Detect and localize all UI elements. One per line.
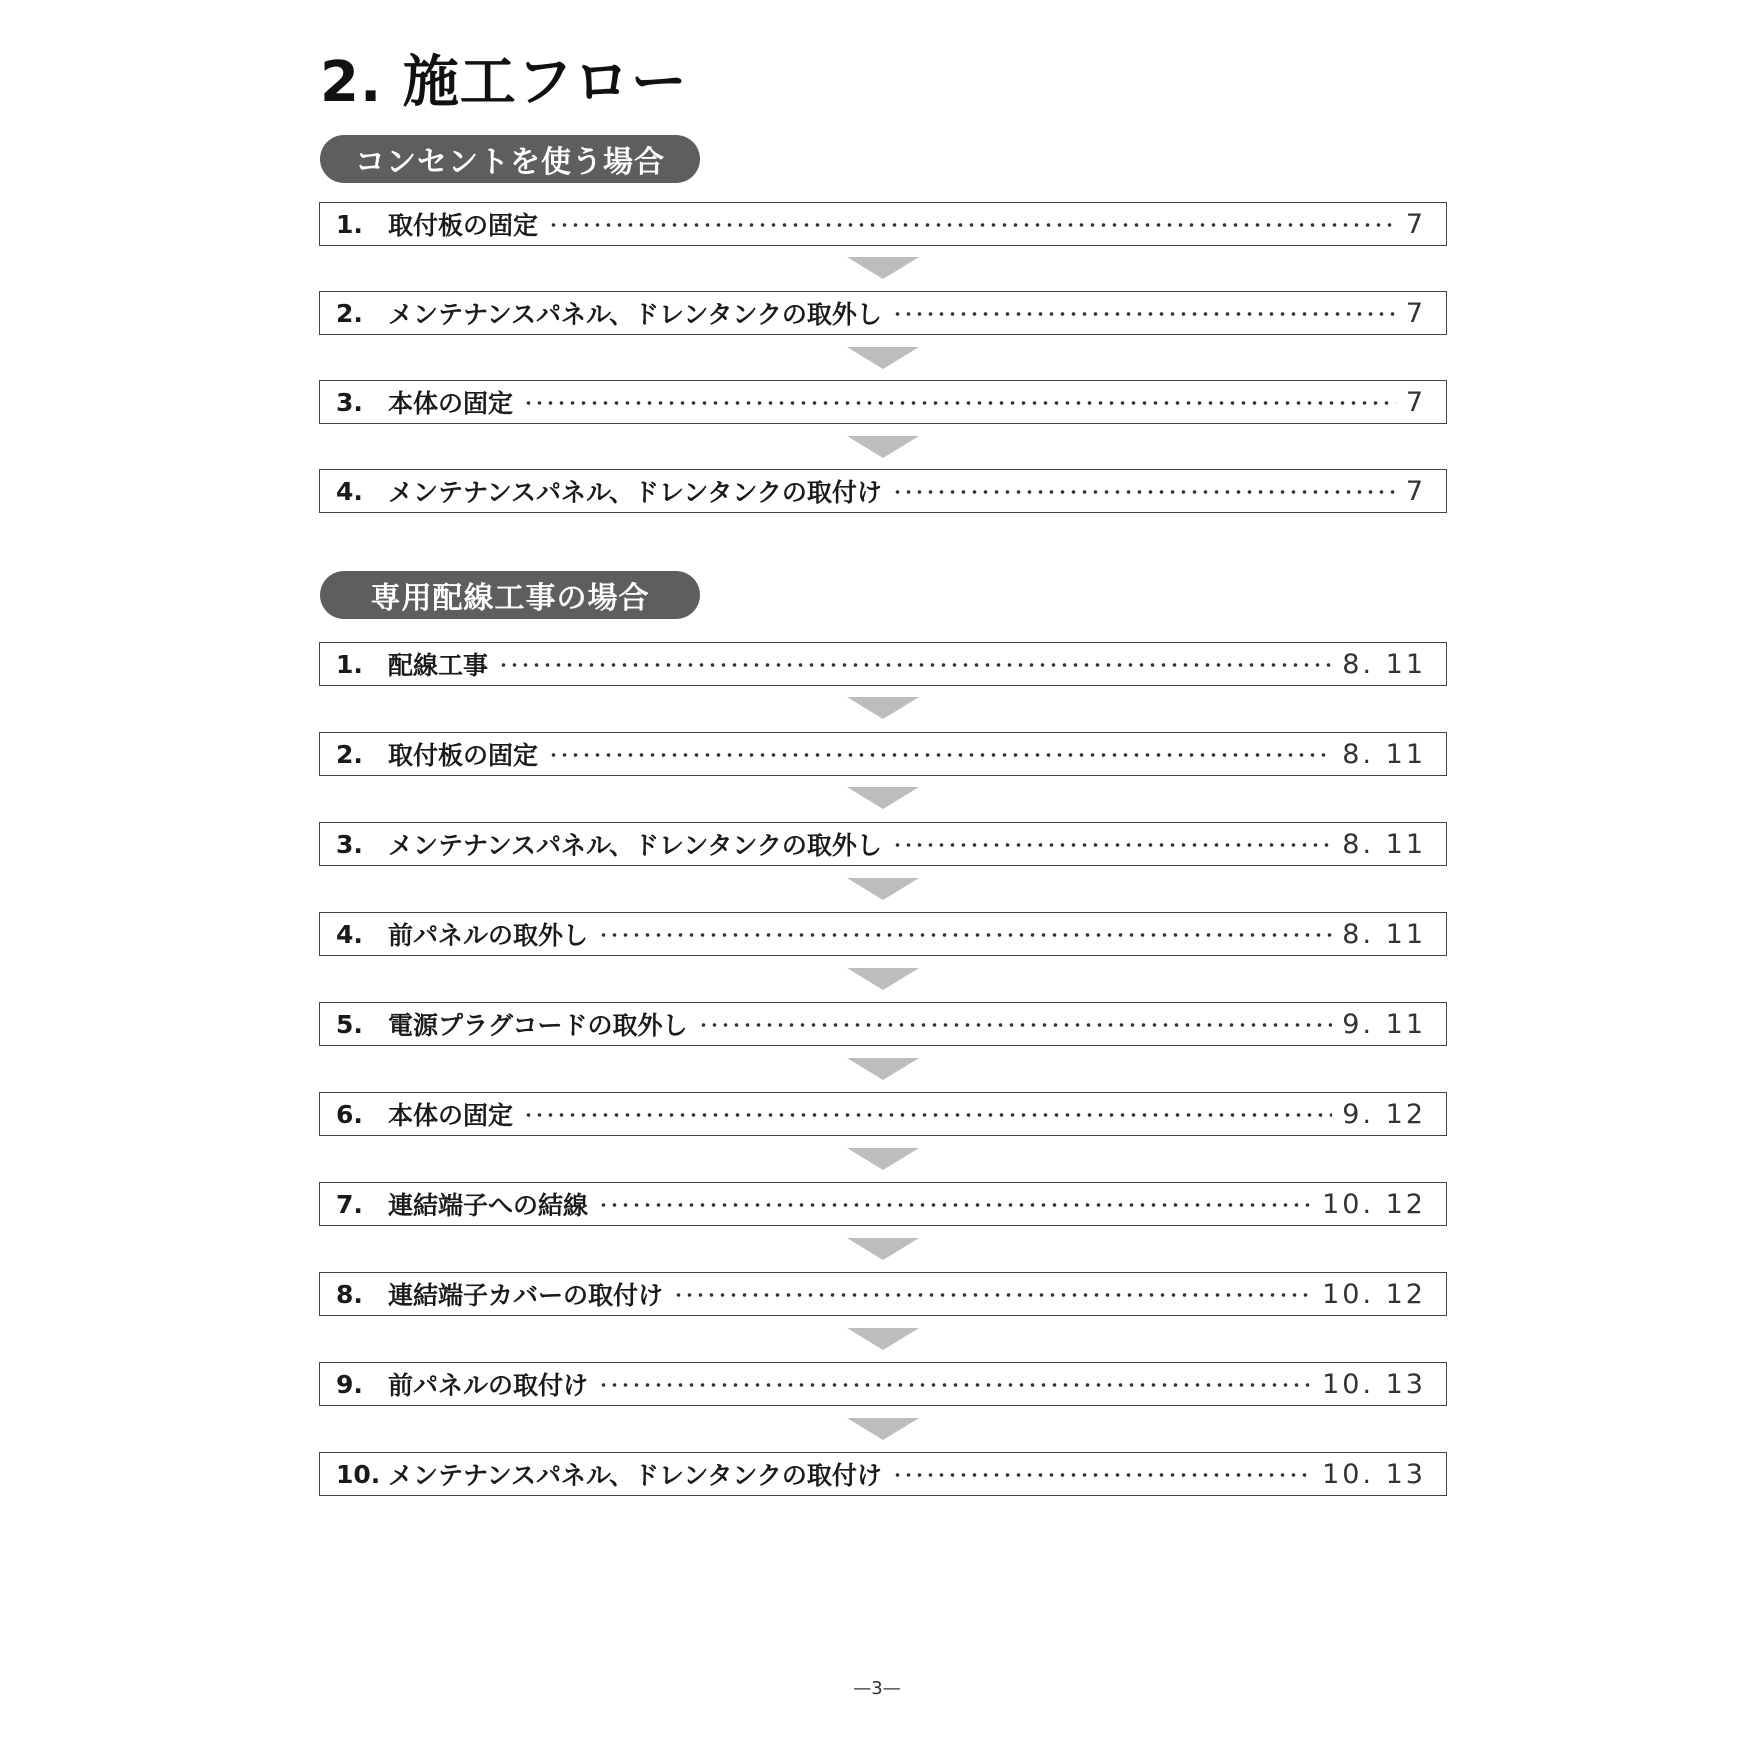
step-page-ref: 7 (1405, 208, 1426, 240)
down-arrow-icon (847, 347, 919, 369)
step-page-ref: 8. 11 (1342, 918, 1426, 950)
step-page-ref: 7 (1405, 297, 1426, 329)
step-page-ref: 9. 12 (1342, 1098, 1426, 1130)
step-page-ref: 10. 12 (1322, 1188, 1426, 1220)
flow-step (319, 1272, 1447, 1316)
down-arrow-icon (847, 1328, 919, 1350)
down-arrow-icon (847, 436, 919, 458)
flow-step (319, 469, 1447, 513)
flow-step (319, 732, 1447, 776)
down-arrow-icon (847, 968, 919, 990)
down-arrow-icon (847, 787, 919, 809)
step-label: 前パネルの取付け (388, 1371, 589, 1400)
down-arrow-icon (847, 1148, 919, 1170)
step-number: 8. (336, 1279, 363, 1309)
down-arrow-icon (847, 257, 919, 279)
down-arrow-icon (847, 1238, 919, 1260)
step-label: 前パネルの取外し (388, 921, 589, 950)
step-number: 10. (336, 1459, 381, 1489)
down-arrow-icon (847, 878, 919, 900)
step-label: 本体の固定 (388, 389, 514, 418)
step-label: 電源プラグコードの取外し (388, 1011, 688, 1040)
dot-leader (523, 1113, 1332, 1117)
step-number: 4. (336, 476, 363, 506)
dot-leader (548, 223, 1396, 227)
step-number: 9. (336, 1369, 363, 1399)
flow-step (319, 1452, 1447, 1496)
flow-step (319, 642, 1447, 686)
dot-leader (892, 843, 1332, 847)
down-arrow-icon (847, 697, 919, 719)
dot-leader (673, 1293, 1312, 1297)
step-label: 連結端子への結線 (388, 1191, 589, 1220)
step-label: メンテナンスパネル、ドレンタンクの取付け (388, 1461, 882, 1490)
flow-step (319, 1092, 1447, 1136)
dot-leader (523, 401, 1396, 405)
step-page-ref: 7 (1405, 386, 1426, 418)
dot-leader (892, 490, 1396, 494)
dot-leader (598, 1383, 1312, 1387)
dot-leader (498, 663, 1332, 667)
step-number: 2. (336, 739, 363, 769)
step-page-ref: 9. 11 (1342, 1008, 1426, 1040)
dot-leader (598, 933, 1332, 937)
step-number: 2. (336, 298, 363, 328)
dot-leader (698, 1023, 1333, 1027)
flow-step (319, 822, 1447, 866)
step-label: 取付板の固定 (388, 741, 539, 770)
step-number: 1. (336, 209, 363, 239)
step-page-ref: 8. 11 (1342, 738, 1426, 770)
step-number: 7. (336, 1189, 363, 1219)
flow-step (319, 1002, 1447, 1046)
step-label: 配線工事 (388, 651, 489, 680)
step-page-ref: 10. 12 (1322, 1278, 1426, 1310)
flow-step (319, 912, 1447, 956)
step-page-ref: 8. 11 (1342, 648, 1426, 680)
dot-leader (548, 753, 1332, 757)
flow-step (319, 1182, 1447, 1226)
dot-leader (892, 312, 1396, 316)
down-arrow-icon (847, 1418, 919, 1440)
step-page-ref: 8. 11 (1342, 828, 1426, 860)
down-arrow-icon (847, 1058, 919, 1080)
step-label: 取付板の固定 (388, 211, 539, 240)
page-number: —3— (853, 1678, 901, 1699)
section-heading-outlet: コンセントを使う場合 (320, 135, 700, 183)
flow-step (319, 291, 1447, 335)
step-number: 1. (336, 649, 363, 679)
step-page-ref: 10. 13 (1322, 1368, 1426, 1400)
step-number: 4. (336, 919, 363, 949)
section-heading-dedicated-wiring: 専用配線工事の場合 (320, 571, 700, 619)
step-label: メンテナンスパネル、ドレンタンクの取付け (388, 478, 882, 507)
dot-leader (892, 1473, 1312, 1477)
step-page-ref: 10. 13 (1322, 1458, 1426, 1490)
step-page-ref: 7 (1405, 475, 1426, 507)
step-label: メンテナンスパネル、ドレンタンクの取外し (388, 831, 882, 860)
step-number: 3. (336, 387, 363, 417)
page-title: 2. 施工フロー (320, 50, 688, 115)
dot-leader (598, 1203, 1312, 1207)
step-number: 6. (336, 1099, 363, 1129)
flow-step (319, 1362, 1447, 1406)
step-number: 3. (336, 829, 363, 859)
flow-step (319, 202, 1447, 246)
step-label: 本体の固定 (388, 1101, 514, 1130)
flow-step (319, 380, 1447, 424)
step-label: 連結端子カバーの取付け (388, 1281, 664, 1310)
step-number: 5. (336, 1009, 363, 1039)
step-label: メンテナンスパネル、ドレンタンクの取外し (388, 300, 882, 329)
